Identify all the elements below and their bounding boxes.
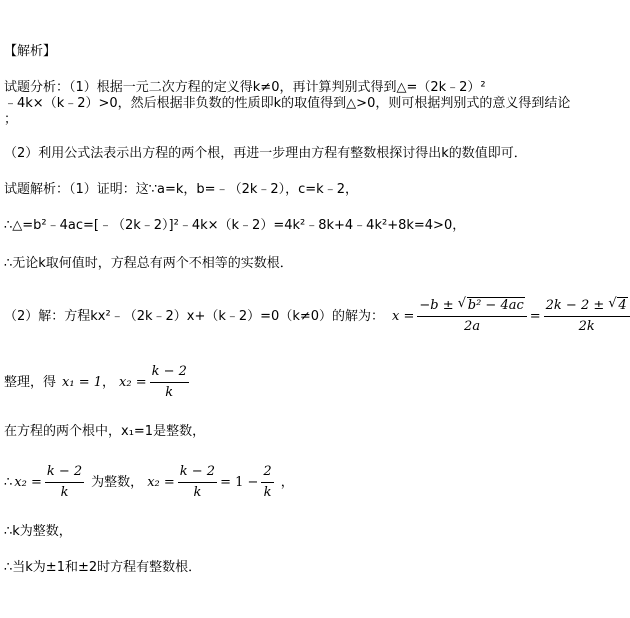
- root-x2-lhs: x₂ =: [119, 374, 147, 390]
- part2-formula-row: [4, 298, 630, 335]
- one-minus: = 1 −: [220, 474, 259, 490]
- x2-lhs-b: x₂ =: [14, 474, 42, 490]
- x2-fraction-c: [178, 464, 217, 501]
- quadratic-formula-fraction: [417, 298, 526, 335]
- therefore-symbol: ∴: [4, 474, 13, 490]
- root-x2-fraction: [150, 364, 189, 401]
- x2-fraction-b: [45, 464, 84, 501]
- two-over-k-denominator: k: [263, 485, 272, 500]
- substituted-numerator: 2k − 2 ± √ 4: [544, 298, 630, 317]
- integer-root-line: 在方程的两个根中，x₁=1是整数，: [4, 424, 206, 439]
- x2-integer-row: [4, 464, 294, 501]
- section-header: 【解析】: [4, 44, 57, 59]
- analysis-line-2: ﹣4k×（k﹣2）>0，然后根据非负数的性质即k的取值得到△>0，则可根据判别式的意义得到结论: [4, 96, 571, 111]
- two-over-k-fraction: [261, 464, 273, 501]
- x2-lhs-c: x₂ =: [147, 474, 175, 490]
- k-integer-line: ∴k为整数，: [4, 524, 72, 539]
- substituted-fraction: [544, 298, 630, 335]
- simplify-prefix: 整理，得: [4, 374, 57, 390]
- root-x2-numerator: k − 2: [150, 364, 189, 383]
- simplify-comma: ，: [102, 374, 116, 390]
- substituted-radicand: 4: [618, 298, 627, 313]
- formula-lhs: x =: [392, 308, 415, 324]
- formula-numerator: −b ± √ b² − 4ac: [417, 298, 526, 317]
- discriminant-line: ∴△=b²﹣4ac=[﹣（2k﹣2）]²﹣4k×（k﹣2）=4k²﹣8k+4﹣4k²+8k=4>0，: [4, 218, 466, 233]
- simplify-row: [4, 364, 192, 401]
- formula-radicand: b² − 4ac: [467, 298, 524, 313]
- tail-comma: ，: [280, 474, 294, 490]
- x2-denominator-c: k: [193, 485, 202, 500]
- x2-numerator-b: k − 2: [45, 464, 84, 483]
- part2-prefix: （2）解：方程kx²﹣（2k﹣2）x+（k﹣2）=0（k≠0）的解为：: [4, 308, 385, 324]
- two-over-k-numerator: 2: [261, 464, 273, 483]
- solution-line-1: 试题解析：（1）证明：这∵a=k，b=﹣（2k﹣2），c=k﹣2，: [4, 182, 358, 197]
- substituted-denominator: 2k: [578, 319, 595, 334]
- is-integer-text: 为整数，: [91, 474, 144, 490]
- x2-numerator-c: k − 2: [178, 464, 217, 483]
- formula-denominator: 2a: [464, 319, 481, 334]
- analysis-line-3: ；: [4, 112, 18, 127]
- root-x2-denominator: k: [165, 385, 174, 400]
- conclusion-part1: ∴无论k取何值时，方程总有两个不相等的实数根．: [4, 256, 293, 271]
- x2-denominator-b: k: [60, 485, 69, 500]
- root-x1: x₁ = 1: [62, 374, 102, 390]
- analysis-line-4: （2）利用公式法表示出方程的两个根，再进一步理由方程有整数根探讨得出k的数值即可．: [4, 146, 527, 161]
- formula-equals: =: [529, 308, 541, 324]
- analysis-line-1: 试题分析：（1）根据一元二次方程的定义得k≠0，再计算判别式得到△=（2k﹣2）²: [4, 80, 486, 95]
- final-conclusion: ∴当k为±1和±2时方程有整数根．: [4, 560, 202, 575]
